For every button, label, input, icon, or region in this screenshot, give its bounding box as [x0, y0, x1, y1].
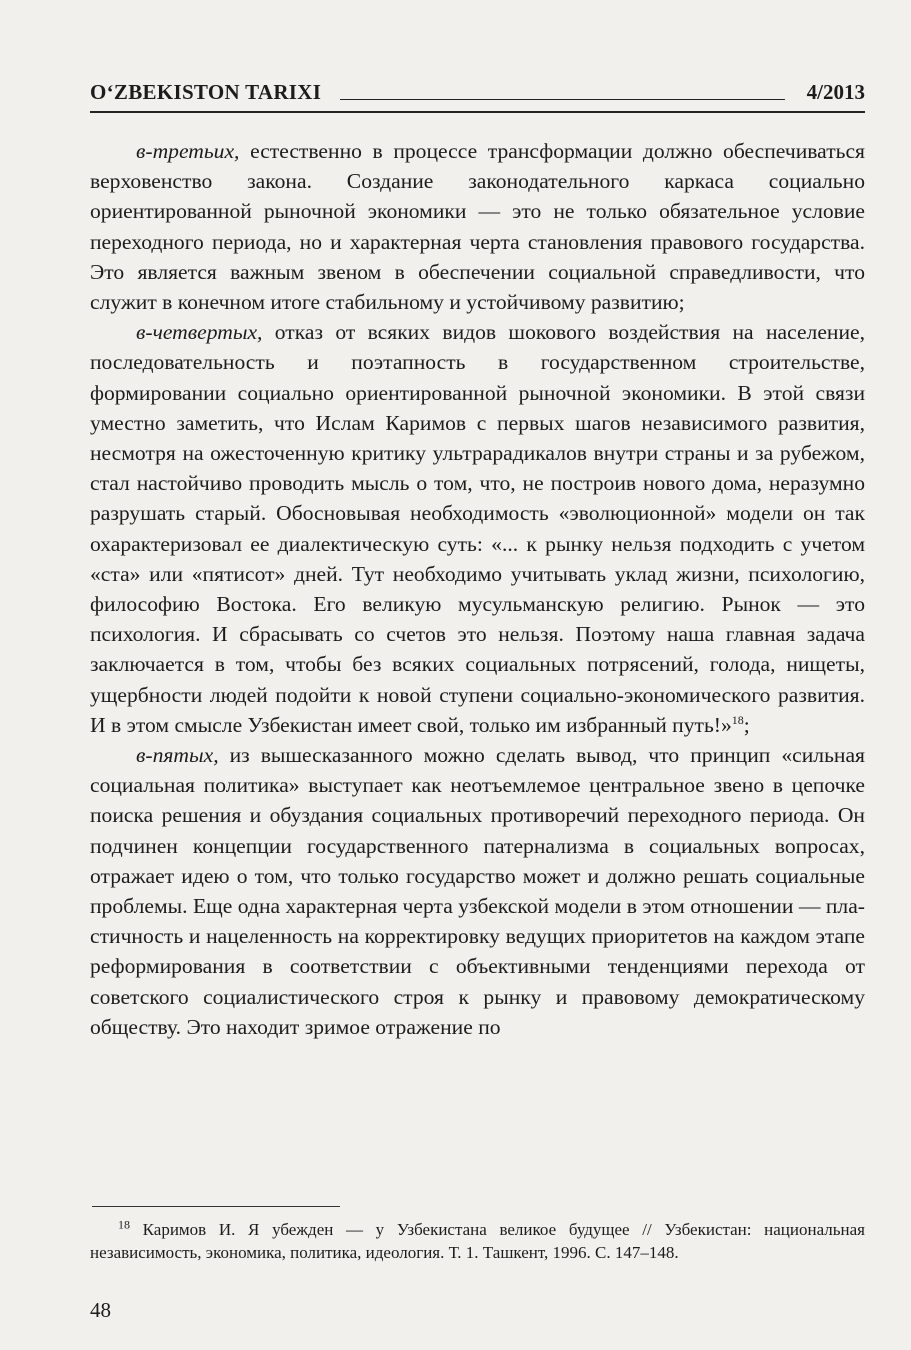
- footnote-text: Каримов И. Я убежден — у Узбекистана великое будущее // Узбекистан: национальная независимость, экономика, политика, идеология. Т. 1. Ташкент, 1996. С. 147–148.: [90, 1220, 865, 1262]
- paragraph-lead: в-пятых,: [136, 743, 219, 768]
- paragraph-text: отказ от всяких видов шокового воздействия на население, последовательность и поэтапность в государственном строительстве, формировании социально ориентированной рыночной экономики. В этой связи уместно заметить, что Ислам Каримов с первых шагов независимого развития, несмотря на ожесточенную критику ультрарадикалов внутри страны и за рубежом, стал настойчиво проводить мысль о том, что, не построив нового дома, неразумно разрушать старый. Обосновывая необходимость «эволюционной» модели он так охарактеризовал ее диалектическую суть: «... к рынку нельзя подходить с учетом «ста» или «пятисот» дней. Тут необходимо учитывать уклад жизни, психологию, философию Востока. Его великую мусульманскую религию. Рынок — это психология. И сбрасывать со счетов это нельзя. Поэтому наша главная задача заключается в том, чтобы без всяких социальных потрясений, голода, нищеты, ущербности людей подойти к новой ступени социально-экономического развития. И в этом смысле Узбекистан имеет свой, только им избранный путь!»: [90, 320, 865, 737]
- paragraph-lead: в-четвертых,: [136, 320, 263, 345]
- paragraph-fourth: [90, 317, 865, 740]
- footnote-separator: [92, 1206, 340, 1207]
- paragraph-third: [90, 136, 865, 317]
- article-body: [90, 136, 865, 1042]
- footnote-marker: 18: [118, 1217, 130, 1232]
- issue-number: 4/2013: [801, 80, 865, 105]
- paragraph-text: естественно в процессе трансформации должно обеспечиваться верховенство закона. Создание законодательного каркаса социально ориентированной рыночной экономики — это не только обязательное условие переходного периода, но и характерная черта становления правового государства. Это является важным звеном в обеспечении социальной справедливости, что служит в конечном итоге стабильному и устойчивому развитию;: [90, 139, 865, 315]
- running-header: [90, 80, 865, 120]
- page-number: 48: [90, 1298, 111, 1322]
- paragraph-text: из вышесказанного можно сделать вывод, что принцип «сильная социальная политика» выступает как неотъемлемое центральное звено в цепочке поиска решения и обуздания социальных противоречий переходного периода. Он подчинен концепции государственного патернализма в социальных вопросах, отражает идею о том, что только государство может и должно решать социальные проблемы. Еще одна характерная черта узбекской модели в этом отношении — пластичность и нацеленность на корректировку ведущих приоритетов на каждом этапе реформирования в соответствии с объективными тенденциями перехода от советского социалистического строя к рынку и правовому демократическому обществу. Это находит зримое отражение по: [90, 743, 865, 1039]
- journal-title: O‘ZBEKISTON TARIXI: [90, 80, 327, 105]
- header-fill-line: [340, 99, 785, 100]
- footnote-reference: 18: [731, 712, 744, 727]
- paragraph-lead: в-третьих,: [136, 139, 240, 163]
- header-rule: [90, 111, 865, 113]
- footnote: [90, 1218, 865, 1264]
- paragraph-tail: ;: [743, 712, 750, 737]
- paragraph-fifth: [90, 740, 865, 1042]
